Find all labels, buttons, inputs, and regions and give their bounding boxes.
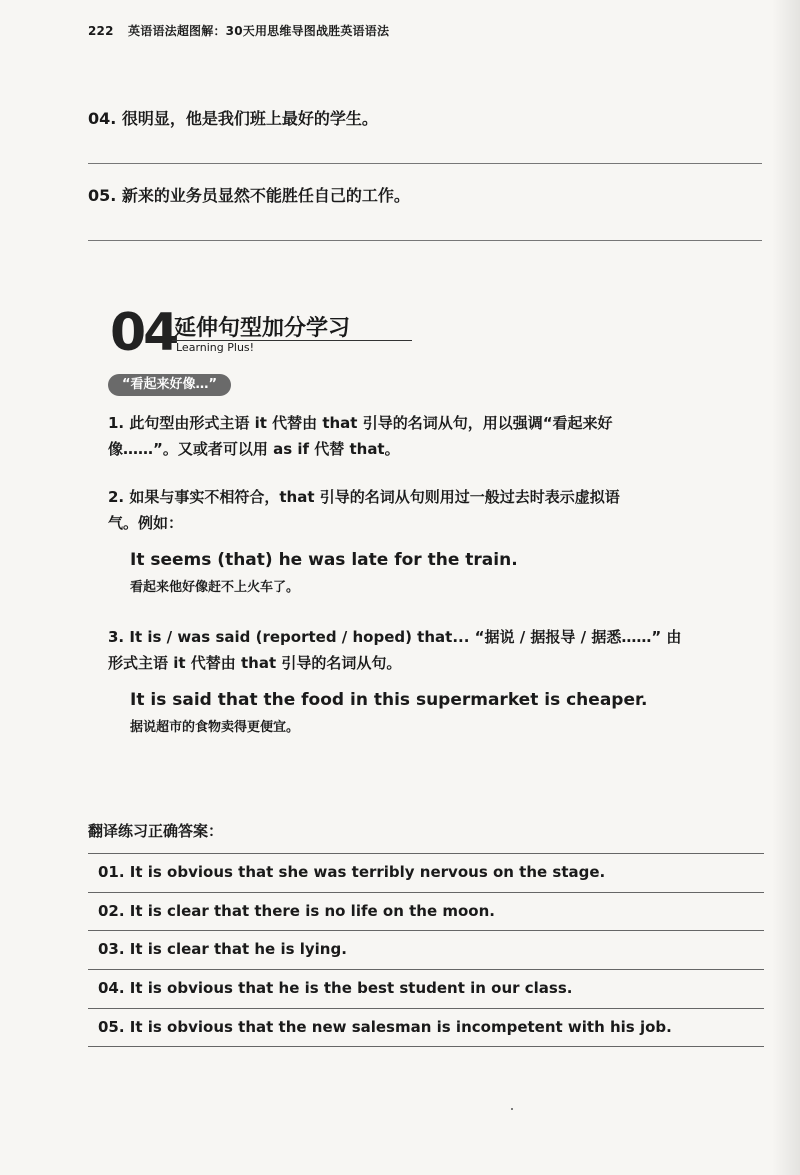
point-1-line-2: 像……”。又或者可以用 as if 代替 that。 [108, 440, 400, 458]
point-2-example-zh: 看起来他好像赶不上火车了。 [130, 580, 300, 595]
point-2-line-2: 气。例如： [108, 514, 184, 532]
point-2 [108, 484, 748, 536]
answer-rule [88, 853, 764, 854]
section-number: 04 [110, 303, 177, 363]
answer-03: 03. It is clear that he is lying. [98, 940, 347, 958]
answer-02: 02. It is clear that there is no life on the moon. [98, 902, 495, 920]
page-edge-shadow [772, 0, 800, 1175]
answer-line-04 [88, 163, 762, 164]
answers-title: 翻译练习正确答案： [88, 822, 224, 840]
point-3-example-zh: 据说超市的食物卖得更便宜。 [130, 720, 300, 735]
point-3-example-en: It is said that the food in this supermarket is cheaper. [130, 690, 648, 710]
point-3-line-2: 形式主语 it 代替由 that 引导的名词从句。 [108, 654, 402, 672]
answer-rule [88, 1046, 764, 1047]
point-2-example-en: It seems (that) he was late for the train. [130, 550, 518, 570]
page-number: 222 [88, 24, 114, 38]
question-04: 04. 很明显，他是我们班上最好的学生。 [88, 109, 378, 128]
answer-rule [88, 1008, 764, 1009]
pattern-pill: “看起来好像…” [108, 374, 231, 396]
answer-05: 05. It is obvious that the new salesman is incompetent with his job. [98, 1018, 672, 1036]
answer-rule [88, 892, 764, 893]
answer-04: 04. It is obvious that he is the best student in our class. [98, 979, 573, 997]
point-1 [108, 410, 748, 462]
answer-rule [88, 930, 764, 931]
point-2-line-1: 2. 如果与事实不相符合，that 引导的名词从句则用过一般过去时表示虚拟语 [108, 488, 620, 506]
answer-line-05 [88, 240, 762, 241]
answer-rule [88, 969, 764, 970]
point-3-line-1: 3. It is / was said (reported / hoped) that... “据说 / 据报导 / 据悉……” 由 [108, 628, 682, 646]
answer-01: 01. It is obvious that she was terribly nervous on the stage. [98, 863, 606, 881]
speck [511, 1108, 513, 1110]
book-title: 英语语法超图解：30天用思维导图战胜英语语法 [128, 24, 390, 38]
section-title: 延伸句型加分学习 [174, 316, 351, 341]
point-3 [108, 624, 748, 676]
page-header [88, 22, 389, 39]
question-05: 05. 新来的业务员显然不能胜任自己的工作。 [88, 186, 410, 205]
point-1-line-1: 1. 此句型由形式主语 it 代替由 that 引导的名词从句，用以强调“看起来好 [108, 414, 613, 432]
section-subtitle: Learning Plus! [176, 341, 255, 354]
